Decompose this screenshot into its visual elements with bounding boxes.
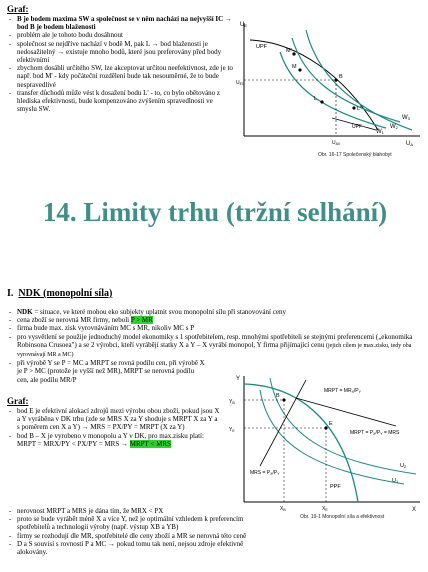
top-graph-label: Graf:	[7, 4, 29, 14]
bottom-graph-caption: Obr. 19-1 Monopolní síla a efektivnost	[300, 514, 385, 520]
point-b: B	[339, 74, 343, 80]
point-mprime: M'	[286, 48, 292, 54]
x-tick-xe: $X_E$	[322, 506, 328, 512]
ndk-item-4: - pro vysvětlení se použije jednoduchý model ekonomiky s 1 spotřebitelem, resp. mnohými spotřebiteli se stejnými preferencemi („ekonomika Robinsona Crusoea") a se 2 výrobci, kteří vyrábějí statky X a Y – X vyrábí monopol, Y firma přijímající cenu (jejich cílem je max.zisku, tedy oba vyrovnávají MR a MC)	[7, 333, 419, 360]
point-b-2: B	[276, 393, 280, 399]
mrpt-label: MRPT = $MR_X/P_Y$	[324, 388, 361, 394]
x-tick-xb: $X_B$	[280, 506, 286, 512]
point-lprime: L'	[357, 106, 362, 112]
w1-label: W1	[376, 129, 384, 135]
section-title: I. NDK (monopolní síla)	[7, 288, 113, 299]
bottom-item-1: - bod E je efektivní alokací zdrojů mezi výrobu obou zboží, pokud jsou X a Y vyráběna v DK trhu (zde se MRS X za Y shoduje s MRPT X za Y a s poměrem cen X a Y) → MRS = PX/PY = MRPT (X za Y)	[7, 407, 221, 432]
bottom-plain-2: - proto se bude vyrábět méně X a více Y, než je optimální vzhledem k preferencím spotřebitelů a technologii výroby (např. výstup XB a YB)	[7, 515, 267, 531]
x-axis-label-2: X	[412, 507, 417, 513]
top-item-1: - B je bodem maxima SW a společnost se v něm nachází na nejvyšší IC → bod B je bodem blaženosti	[7, 15, 233, 31]
point-m: M	[292, 64, 297, 70]
y-tick-yb: $Y_B$	[229, 399, 235, 405]
bottom-bullet-list	[7, 407, 221, 448]
ndk-item-1: - NDK = situace, ve které mohou eko subjekty uplatnit svou monopolní sílu při stanovování ceny	[7, 308, 419, 316]
monopoly-efficiency-graph	[226, 370, 424, 516]
point-e: E	[329, 421, 333, 427]
mrs-right-label: MRPT = $P_X/P_Y$ = MRS	[350, 430, 400, 436]
w2-label: W2	[390, 124, 398, 130]
top-item-4: - zbychom dosáhli určitého SW, lze akceptovat určitou neefektivnost, zde je to např. bod M' - kdy počáteční rozdělení bude tak nesouměrné, že to bude nespravedlivé	[7, 64, 233, 89]
ndk-item-5: - při výrobě Y se P = MC a MRPT se rovná podílu cen, při výrobě X je P > MC (protože je vyšší než MR), MRPT se nerovná podílu cen, ale podílu MR/P	[7, 359, 207, 384]
u1-label: U1	[392, 478, 399, 484]
ndk-item-3: - firma bude max. zisk vyrovnáváním MC s MR, nikoliv MC s P	[7, 324, 419, 332]
top-item-5: - transfer důchodů může vést k dosažení bodu L' - to, co bylo obětováno z hlediska efektivnosti, bude kompenzováno zvýšením spravedlnosti ve smyslu SW.	[7, 89, 233, 114]
ndk-item-2: - cena zboží se nerovná MR firmy, neboli P > MR	[7, 316, 419, 324]
w3-label: W3	[402, 115, 410, 121]
price-line	[296, 398, 396, 426]
top-bullet-list	[7, 15, 233, 113]
x-tick-ua0: $U_{A0}$	[332, 140, 340, 146]
x-axis-label: UA	[406, 141, 414, 147]
u1-curve	[260, 390, 404, 484]
y-tick-ye: $Y_E$	[229, 427, 235, 433]
bottom-plain-1: - nerovnost MRPT a MRS je dána tím, že MRX < PX	[7, 507, 267, 515]
social-welfare-graph	[236, 18, 424, 150]
y-axis-label: UE	[240, 22, 248, 28]
y-tick-ue0: $U_{E0}$	[236, 80, 244, 86]
sub-upf-label: UPF	[352, 124, 362, 130]
bottom-graph-label: Graf:	[7, 396, 29, 406]
ppf-curve	[244, 384, 358, 502]
top-item-3: - společnost se nejdříve nachází v bodě M, pak L → bod blaženosti je nedosažitelný → existuje mnoho bodů, které jsou preferovány před body efektivními	[7, 40, 233, 65]
bottom-plain-3: - firmy se rozhodují dle MR, spotřebitelé dle ceny zboží a MR se nerovná této ceně	[7, 532, 267, 540]
top-graph-caption: Obr. 16-17 Společenský blahobyt	[318, 152, 392, 158]
u2-label: U2	[400, 463, 407, 469]
upf-label: UPF	[256, 44, 267, 50]
chapter-heading: 14. Limity trhu (tržní selhání)	[42, 197, 388, 227]
y-axis-label-2: Y	[236, 376, 241, 382]
mrs-line	[260, 380, 306, 466]
ppf-label: PPF	[330, 484, 341, 490]
point-l: L	[314, 96, 318, 102]
mrs-left-label: MRS = $P_X/P_Y$	[250, 470, 280, 476]
bottom-plain-4: - D a S souvisí s rovností P a MC → pokud tomu tak není, nejsou zdroje efektivně alokovány.	[7, 540, 267, 556]
bottom-item-2: - bod B – X je vyrobeno v monopolu a Y v DK, pro max.zisku platí: MRPT = MRX/PY < PX/PY = MRS → MRPT < MRS	[7, 432, 221, 448]
top-item-2: - problém ale je tohoto bodu dosáhnout	[7, 31, 233, 39]
